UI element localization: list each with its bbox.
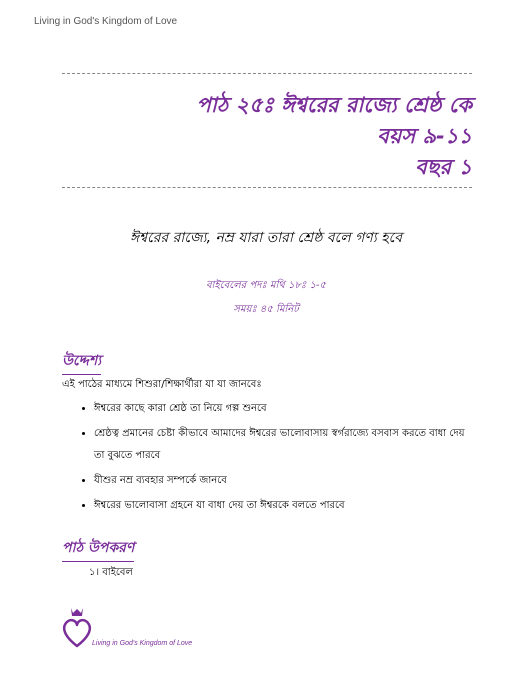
objectives-list bbox=[70, 398, 466, 520]
bible-reference: বাইবেলের পদঃ মথি ১৮ঃ ১-৫ bbox=[205, 280, 327, 291]
objective-item: • শ্রেষ্ঠত্ব প্রমানের চেষ্টা কীভাবে আমাদের ঈশ্বরের ভালোবাসায় স্বর্গরাজ্যে বসবাস করতে বাধা দেয় তা বুঝতে পারবে bbox=[94, 423, 466, 467]
objective-item: • যীশুর নম্র ব্যবহার সম্পর্কে জানবে bbox=[94, 470, 466, 492]
lesson-title-block bbox=[197, 90, 472, 183]
bottom-divider bbox=[62, 187, 472, 188]
year-label: বছর ১ bbox=[415, 155, 472, 179]
objective-item: • ঈশ্বরের কাছে কারা শ্রেষ্ঠ তা নিয়ে গল্প শুনবে bbox=[94, 398, 466, 420]
materials-heading: পাঠ উপকরণ bbox=[62, 536, 134, 562]
footer-caption: Living in God's Kingdom of Love bbox=[92, 640, 193, 647]
objectives-heading: উদ্দেশ্য bbox=[62, 349, 101, 375]
crown-heart-icon bbox=[60, 604, 94, 650]
top-divider bbox=[62, 73, 472, 74]
objectives-intro: এই পাঠের মাধ্যমে শিশুরা/শিক্ষার্থীরা যা যা জানবেঃ bbox=[62, 379, 262, 390]
duration: সময়ঃ ৪৫ মিনিট bbox=[233, 304, 299, 315]
material-item: ১। বাইবেল bbox=[89, 567, 133, 578]
objective-item: • ঈশ্বরের ভালোবাসা গ্রহনে যা বাধা দেয় তা ঈশ্বরকে বলতে পারবে bbox=[94, 495, 466, 517]
age-range: বয়স ৯-১১ bbox=[377, 124, 472, 148]
running-header: Living in God's Kingdom of Love bbox=[34, 16, 178, 27]
lesson-title: পাঠ ২৫ঃ ঈশ্বরের রাজ্যে শ্রেষ্ঠ কে bbox=[196, 93, 472, 117]
lesson-subtitle: ঈশ্বরের রাজ্যে, নম্র যারা তারা শ্রেষ্ঠ বলে গণ্য হবে bbox=[129, 230, 403, 246]
